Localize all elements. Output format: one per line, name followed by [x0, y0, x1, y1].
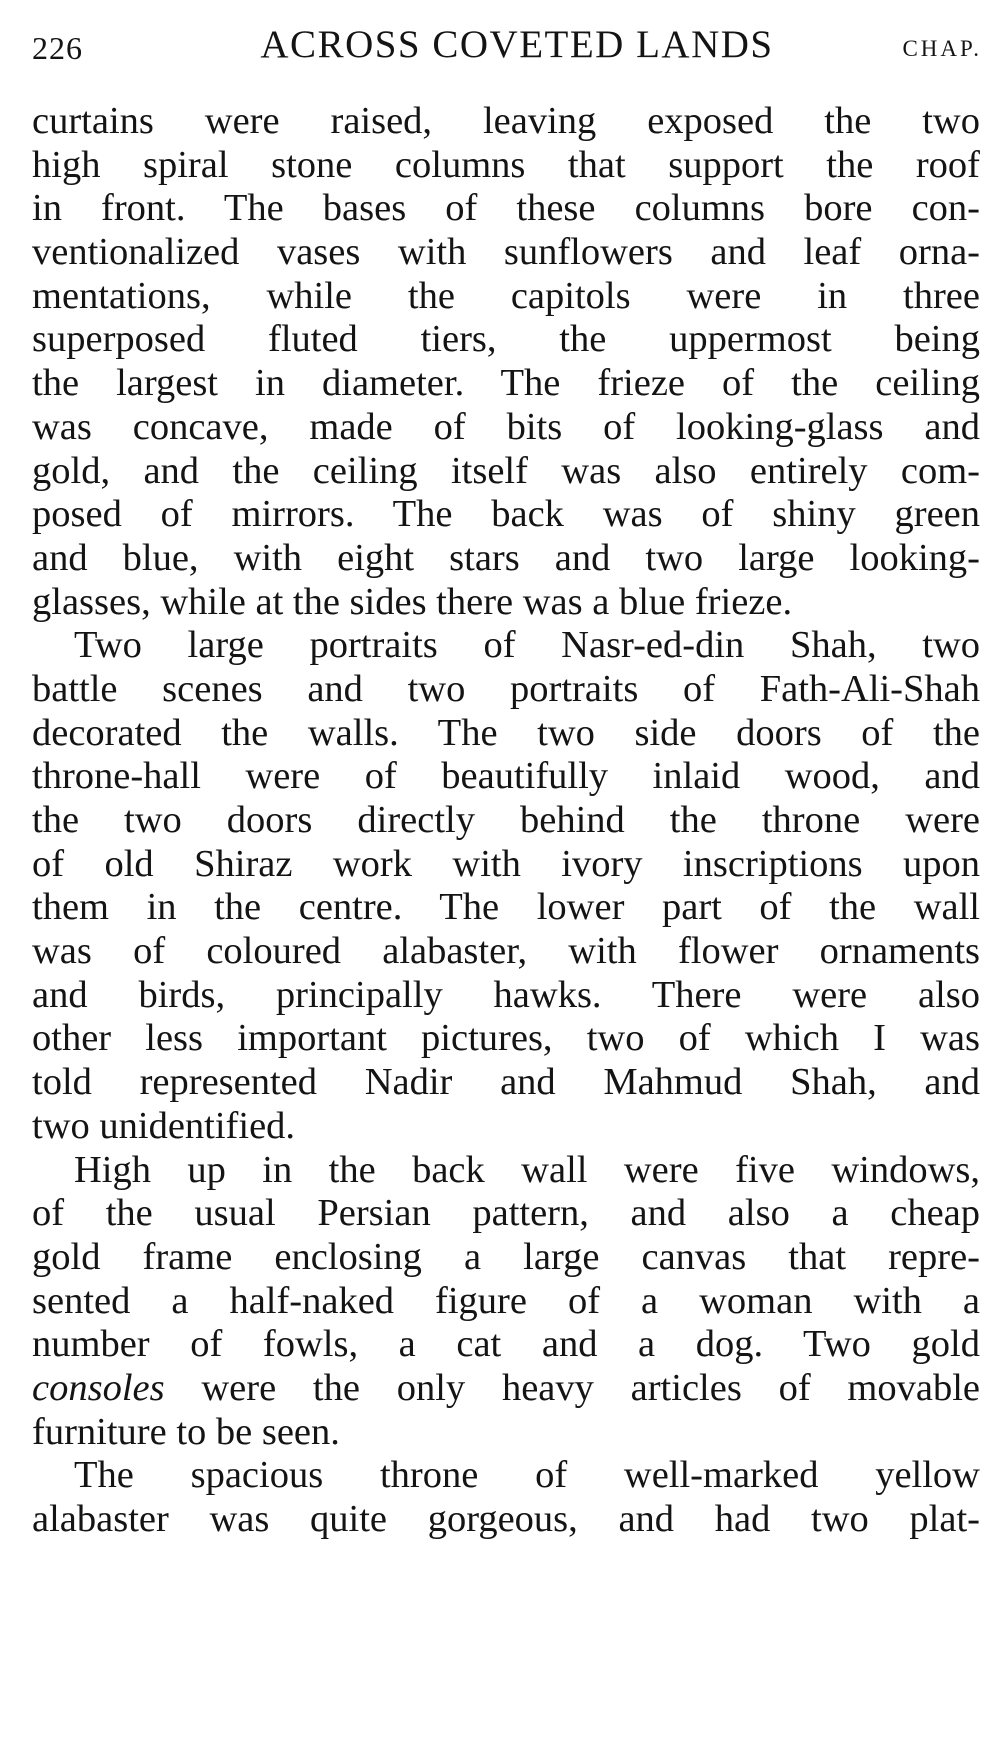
line-text: two unidentified.	[32, 1104, 296, 1147]
line-text: them in the centre. The lower part of the wall	[32, 886, 980, 929]
text-line	[32, 974, 980, 1018]
text-line	[32, 668, 980, 712]
text-line	[32, 362, 980, 406]
text-line	[32, 1367, 980, 1411]
text-line	[32, 187, 980, 231]
line-text: of old Shiraz work with ivory inscriptions upon	[32, 842, 980, 885]
line-text: the largest in diameter. The frieze of the ceiling	[32, 362, 980, 405]
page-header	[32, 18, 982, 78]
line-text: the two doors directly behind the throne were	[32, 799, 980, 841]
line-text: decorated the walls. The two side doors of the	[32, 711, 980, 754]
chapter-label: CHAP.	[902, 36, 982, 61]
line-text: mentations, while the capitols were in three	[32, 274, 980, 317]
text-line	[32, 1192, 980, 1236]
line-text: Two large portraits of Nasr-ed-din Shah, two	[74, 624, 980, 667]
line-text: sented a half-naked figure of a woman with a	[32, 1279, 980, 1322]
text-line	[32, 755, 980, 799]
text-line	[32, 1105, 980, 1149]
line-text: curtains were raised, leaving exposed the two	[32, 100, 980, 142]
line-text: of the usual Persian pattern, and also a cheap	[32, 1192, 980, 1235]
line-text: glasses, while at the sides there was a blue frieze.	[32, 580, 793, 623]
text-line	[32, 1149, 980, 1193]
text-line	[32, 1323, 980, 1367]
text-line	[32, 450, 980, 494]
text-line	[32, 581, 980, 625]
text-line	[32, 1454, 980, 1498]
line-text: gold frame enclosing a large canvas that repre-	[32, 1235, 980, 1278]
line-text: other less important pictures, two of which I was	[32, 1017, 980, 1060]
line-text: battle scenes and two portraits of Fath-Ali-Shah	[32, 667, 980, 710]
line-text: and birds, principally hawks. There were also	[32, 973, 980, 1016]
line-text: throne-hall were of beautifully inlaid wood, and	[32, 755, 980, 798]
text-line	[32, 275, 980, 319]
line-text: gold, and the ceiling itself was also entirely com-	[32, 449, 980, 492]
text-line	[32, 1017, 980, 1061]
line-text: The spacious throne of well-marked yellow	[74, 1454, 980, 1497]
text-line	[32, 843, 980, 887]
text-line	[32, 493, 980, 537]
body-text	[32, 100, 980, 1542]
text-line	[32, 930, 980, 974]
text-line	[32, 712, 980, 756]
line-text: in front. The bases of these columns bore con-	[32, 187, 980, 230]
line-text: furniture to be seen.	[32, 1410, 340, 1453]
line-text: and blue, with eight stars and two large looking-	[32, 536, 980, 579]
text-line	[32, 886, 980, 930]
text-line	[32, 231, 980, 275]
text-line	[32, 100, 980, 144]
line-text: alabaster was quite gorgeous, and had two plat-	[32, 1498, 980, 1540]
text-line	[32, 1236, 980, 1280]
line-text: ventionalized vases with sunflowers and leaf orna-	[32, 231, 980, 274]
line-text: number of fowls, a cat and a dog. Two gold	[32, 1323, 980, 1366]
text-line	[32, 799, 980, 843]
running-title: ACROSS COVETED LANDS	[260, 23, 774, 66]
text-line	[32, 406, 980, 450]
text-line	[32, 624, 980, 668]
line-text: high spiral stone columns that support the roof	[32, 143, 980, 186]
text-line	[32, 537, 980, 581]
text-line	[32, 1498, 980, 1542]
italic-term: consoles	[32, 1366, 165, 1409]
text-line	[32, 144, 980, 188]
line-text: were the only heavy articles of movable	[164, 1366, 980, 1409]
line-text: superposed fluted tiers, the uppermost being	[32, 318, 980, 361]
line-text: told represented Nadir and Mahmud Shah, and	[32, 1061, 980, 1104]
page-number: 226	[32, 30, 83, 66]
line-text: posed of mirrors. The back was of shiny green	[32, 493, 980, 536]
text-line	[32, 1061, 980, 1105]
line-text: was concave, made of bits of looking-glass and	[32, 405, 980, 448]
text-line	[32, 1411, 980, 1455]
text-line	[32, 1280, 980, 1324]
line-text: was of coloured alabaster, with flower ornaments	[32, 930, 980, 973]
line-text: High up in the back wall were five windows,	[74, 1148, 980, 1191]
text-line	[32, 318, 980, 362]
